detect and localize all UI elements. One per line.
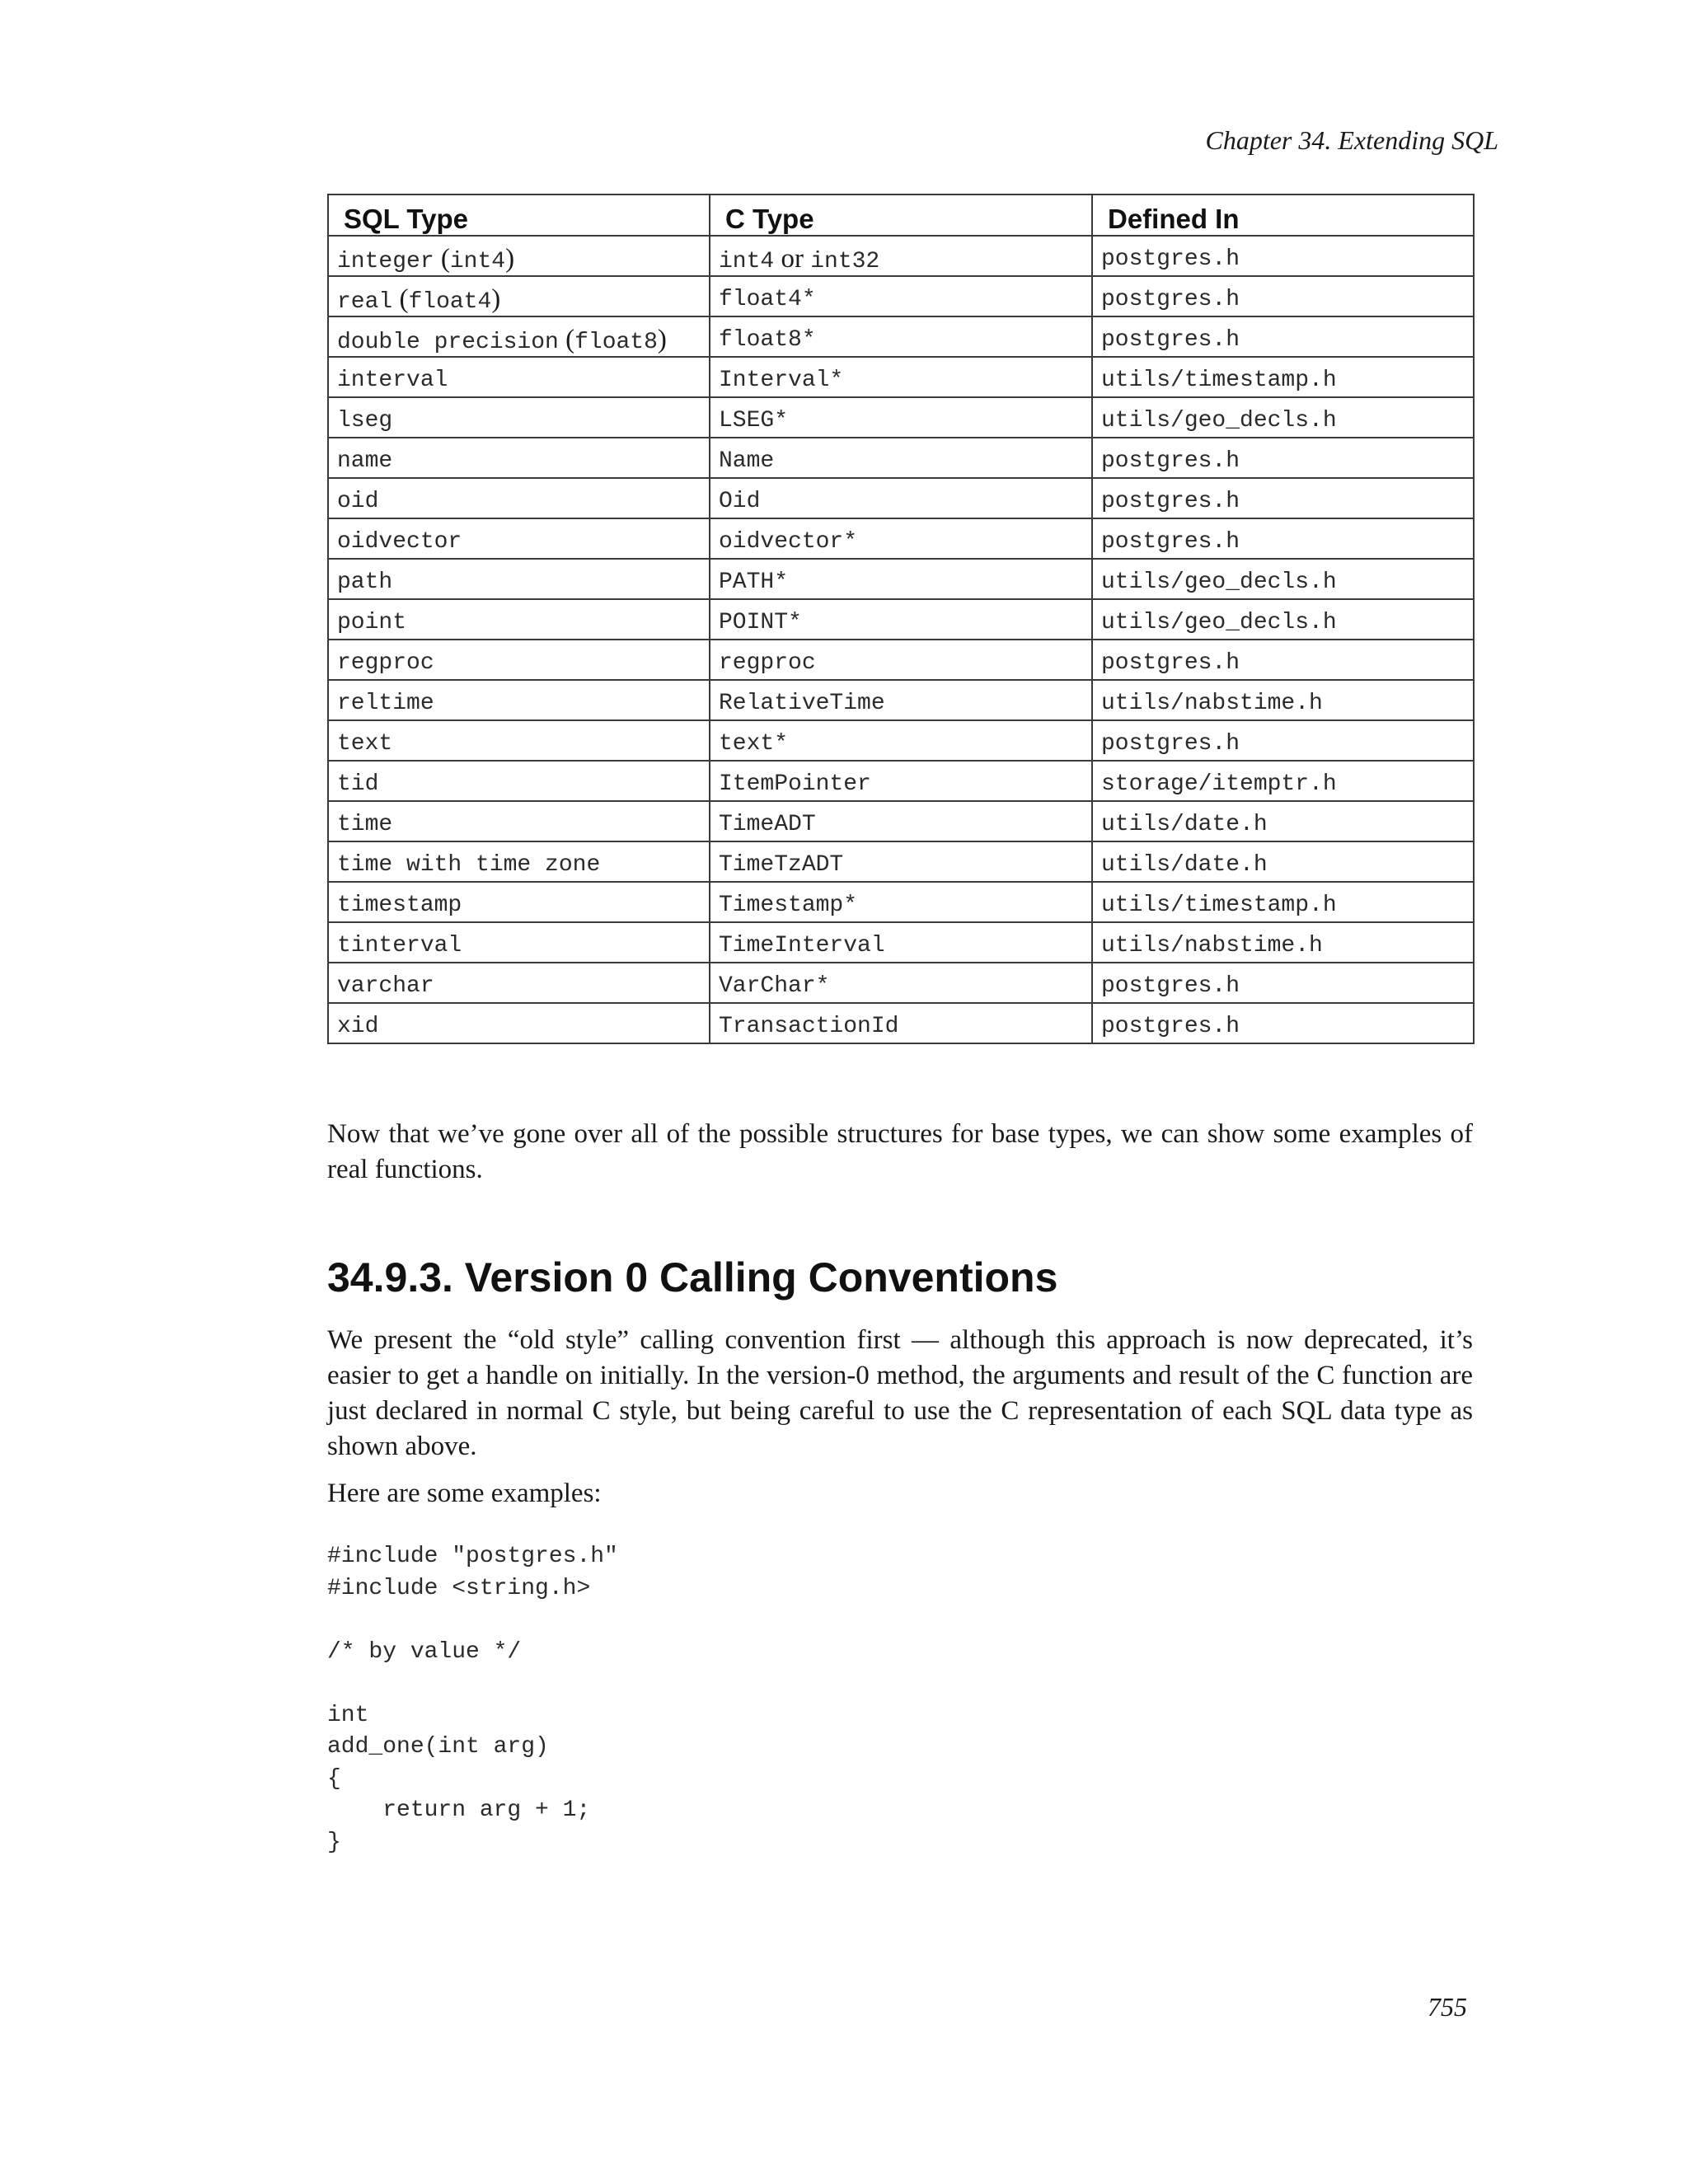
column-header-sql-type: SQL Type [328, 194, 710, 236]
c-type-cell-text: Timestamp* [719, 893, 858, 918]
c-type-cell [710, 761, 1092, 801]
c-type-cell [710, 720, 1092, 761]
table-row [328, 963, 1474, 1003]
sql-type-cell [328, 841, 710, 882]
section-paragraph: We present the “old style” calling convention first — although this approach is now deprecated, it’s easier to get a handle on initially. In the version-0 method, the arguments and result of the C function are just declared in normal C style, but being careful to use the C representation of each SQL data type as shown above. [327, 1325, 1473, 1461]
chapter-header: Chapter 34. Extending SQL [1205, 125, 1498, 155]
c-type-cell-text: PATH* [719, 569, 789, 595]
sql-type-cell [328, 276, 710, 316]
sql-type-cell-text: ( [392, 284, 409, 314]
sql-type-cell-text: tid [337, 771, 379, 797]
c-type-cell-text: or [774, 244, 811, 274]
sql-type-cell-text: oidvector [337, 529, 462, 555]
c-type-cell [710, 276, 1092, 316]
column-header-defined-in: Defined In [1092, 194, 1474, 236]
c-type-cell [710, 1003, 1092, 1043]
c-type-cell-text: RelativeTime [719, 691, 885, 716]
column-header-c-type: C Type [710, 194, 1092, 236]
header-file-cell: postgres.h [1092, 1003, 1474, 1043]
c-type-cell-text: Oid [719, 489, 761, 514]
c-type-cell-text: text* [719, 731, 789, 757]
sql-type-cell [328, 397, 710, 438]
c-type-cell [710, 882, 1092, 922]
c-type-cell-text: TimeTzADT [719, 852, 844, 878]
c-type-cell [710, 438, 1092, 478]
header-file-cell: utils/geo_decls.h [1092, 397, 1474, 438]
c-type-cell-text: VarChar* [719, 973, 830, 999]
type-mapping-table [327, 194, 1475, 1044]
c-type-cell [710, 357, 1092, 397]
sql-type-cell [328, 438, 710, 478]
sql-type-cell-text: double precision [337, 330, 559, 355]
table-row [328, 841, 1474, 882]
sql-type-cell-text: oid [337, 489, 379, 514]
c-type-cell-text: regproc [719, 650, 816, 676]
sql-type-cell-text: ) [491, 284, 501, 314]
c-type-cell-text: int32 [810, 249, 880, 274]
sql-type-cell [328, 963, 710, 1003]
header-file-cell: utils/timestamp.h [1092, 357, 1474, 397]
sql-type-cell-text: time [337, 812, 393, 837]
sql-type-cell-text: reltime [337, 691, 434, 716]
c-type-cell-text: float4* [719, 287, 816, 312]
table-row [328, 922, 1474, 963]
c-type-cell [710, 680, 1092, 720]
sql-type-cell [328, 357, 710, 397]
c-type-cell [710, 801, 1092, 841]
header-file-cell: utils/timestamp.h [1092, 882, 1474, 922]
table-row [328, 801, 1474, 841]
section-heading: 34.9.3. Version 0 Calling Conventions [327, 1254, 1058, 1301]
sql-type-cell-text: path [337, 569, 393, 595]
sql-type-cell [328, 640, 710, 680]
sql-type-cell [328, 559, 710, 599]
table-row [328, 357, 1474, 397]
table-header-row [328, 194, 1474, 236]
sql-type-cell [328, 801, 710, 841]
table-row [328, 882, 1474, 922]
c-type-cell [710, 478, 1092, 518]
examples-intro: Here are some examples: [327, 1479, 602, 1508]
c-type-cell [710, 518, 1092, 559]
c-type-cell-text: LSEG* [719, 408, 789, 434]
table-row [328, 438, 1474, 478]
page-number: 755 [1428, 1992, 1467, 2022]
sql-type-cell [328, 761, 710, 801]
sql-type-cell-text: float8 [574, 330, 658, 355]
sql-type-cell-text: timestamp [337, 893, 462, 918]
sql-type-cell-text: integer [337, 249, 434, 274]
sql-type-cell-text: float4 [408, 289, 492, 315]
c-type-cell [710, 316, 1092, 357]
sql-type-cell [328, 720, 710, 761]
sql-type-cell [328, 882, 710, 922]
header-file-cell: postgres.h [1092, 478, 1474, 518]
sql-type-cell-text: time with time zone [337, 852, 601, 878]
header-file-cell: postgres.h [1092, 720, 1474, 761]
sql-type-cell-text: int4 [449, 249, 506, 274]
c-type-cell-text: POINT* [719, 610, 802, 635]
sql-type-cell-text: tinterval [337, 933, 462, 958]
c-type-cell [710, 841, 1092, 882]
c-type-cell-text: ItemPointer [719, 771, 871, 797]
table-row [328, 276, 1474, 316]
table-row [328, 761, 1474, 801]
code-example: #include "postgres.h" #include <string.h> /* by value */ int add_one(int arg) { return arg + 1; } [327, 1544, 618, 1855]
sql-type-cell [328, 518, 710, 559]
sql-type-cell [328, 680, 710, 720]
header-file-cell: postgres.h [1092, 236, 1474, 276]
c-type-cell-text: float8* [719, 327, 816, 353]
header-file-cell: utils/geo_decls.h [1092, 599, 1474, 640]
header-file-cell: postgres.h [1092, 640, 1474, 680]
c-type-cell-text: oidvector* [719, 529, 858, 555]
table-row [328, 640, 1474, 680]
header-file-cell: postgres.h [1092, 438, 1474, 478]
sql-type-cell-text: ) [505, 244, 515, 274]
sql-type-cell-text: varchar [337, 973, 434, 999]
sql-type-cell-text: xid [337, 1014, 379, 1039]
sql-type-cell-text: text [337, 731, 393, 757]
table-row [328, 680, 1474, 720]
header-file-cell: utils/date.h [1092, 841, 1474, 882]
c-type-cell [710, 236, 1092, 276]
header-file-cell: utils/geo_decls.h [1092, 559, 1474, 599]
sql-type-cell-text: interval [337, 368, 448, 393]
sql-type-cell [328, 316, 710, 357]
header-file-cell: postgres.h [1092, 518, 1474, 559]
table-row [328, 236, 1474, 276]
sql-type-cell [328, 236, 710, 276]
table-row [328, 478, 1474, 518]
header-file-cell: utils/date.h [1092, 801, 1474, 841]
header-file-cell: postgres.h [1092, 316, 1474, 357]
c-type-cell [710, 559, 1092, 599]
sql-type-cell-text: ( [434, 244, 450, 274]
sql-type-cell [328, 1003, 710, 1043]
header-file-cell: postgres.h [1092, 276, 1474, 316]
table-row [328, 397, 1474, 438]
c-type-cell [710, 599, 1092, 640]
header-file-cell: storage/itemptr.h [1092, 761, 1474, 801]
table-row [328, 599, 1474, 640]
table-row [328, 316, 1474, 357]
header-file-cell: postgres.h [1092, 963, 1474, 1003]
c-type-cell [710, 397, 1092, 438]
sql-type-cell [328, 599, 710, 640]
table-row [328, 720, 1474, 761]
c-type-cell-text: TransactionId [719, 1014, 899, 1039]
table-row [328, 518, 1474, 559]
sql-type-cell-text: real [337, 289, 393, 315]
c-type-cell-text: int4 [719, 249, 775, 274]
c-type-cell [710, 963, 1092, 1003]
header-file-cell: utils/nabstime.h [1092, 922, 1474, 963]
sql-type-cell-text: lseg [337, 408, 393, 434]
header-file-cell: utils/nabstime.h [1092, 680, 1474, 720]
c-type-cell [710, 922, 1092, 963]
table-body [328, 236, 1474, 1043]
sql-type-cell-text: ) [657, 325, 667, 354]
c-type-cell-text: TimeADT [719, 812, 816, 837]
table-row [328, 1003, 1474, 1043]
sql-type-cell-text: ( [558, 325, 575, 354]
sql-type-cell-text: point [337, 610, 407, 635]
c-type-cell [710, 640, 1092, 680]
sql-type-cell-text: regproc [337, 650, 434, 676]
sql-type-cell [328, 922, 710, 963]
c-type-cell-text: TimeInterval [719, 933, 885, 958]
sql-type-cell-text: name [337, 448, 393, 474]
sql-type-cell [328, 478, 710, 518]
table-row [328, 559, 1474, 599]
intro-paragraph: Now that we’ve gone over all of the possible structures for base types, we can show some examples of real functions. [327, 1119, 1473, 1184]
c-type-cell-text: Interval* [719, 368, 844, 393]
c-type-cell-text: Name [719, 448, 775, 474]
